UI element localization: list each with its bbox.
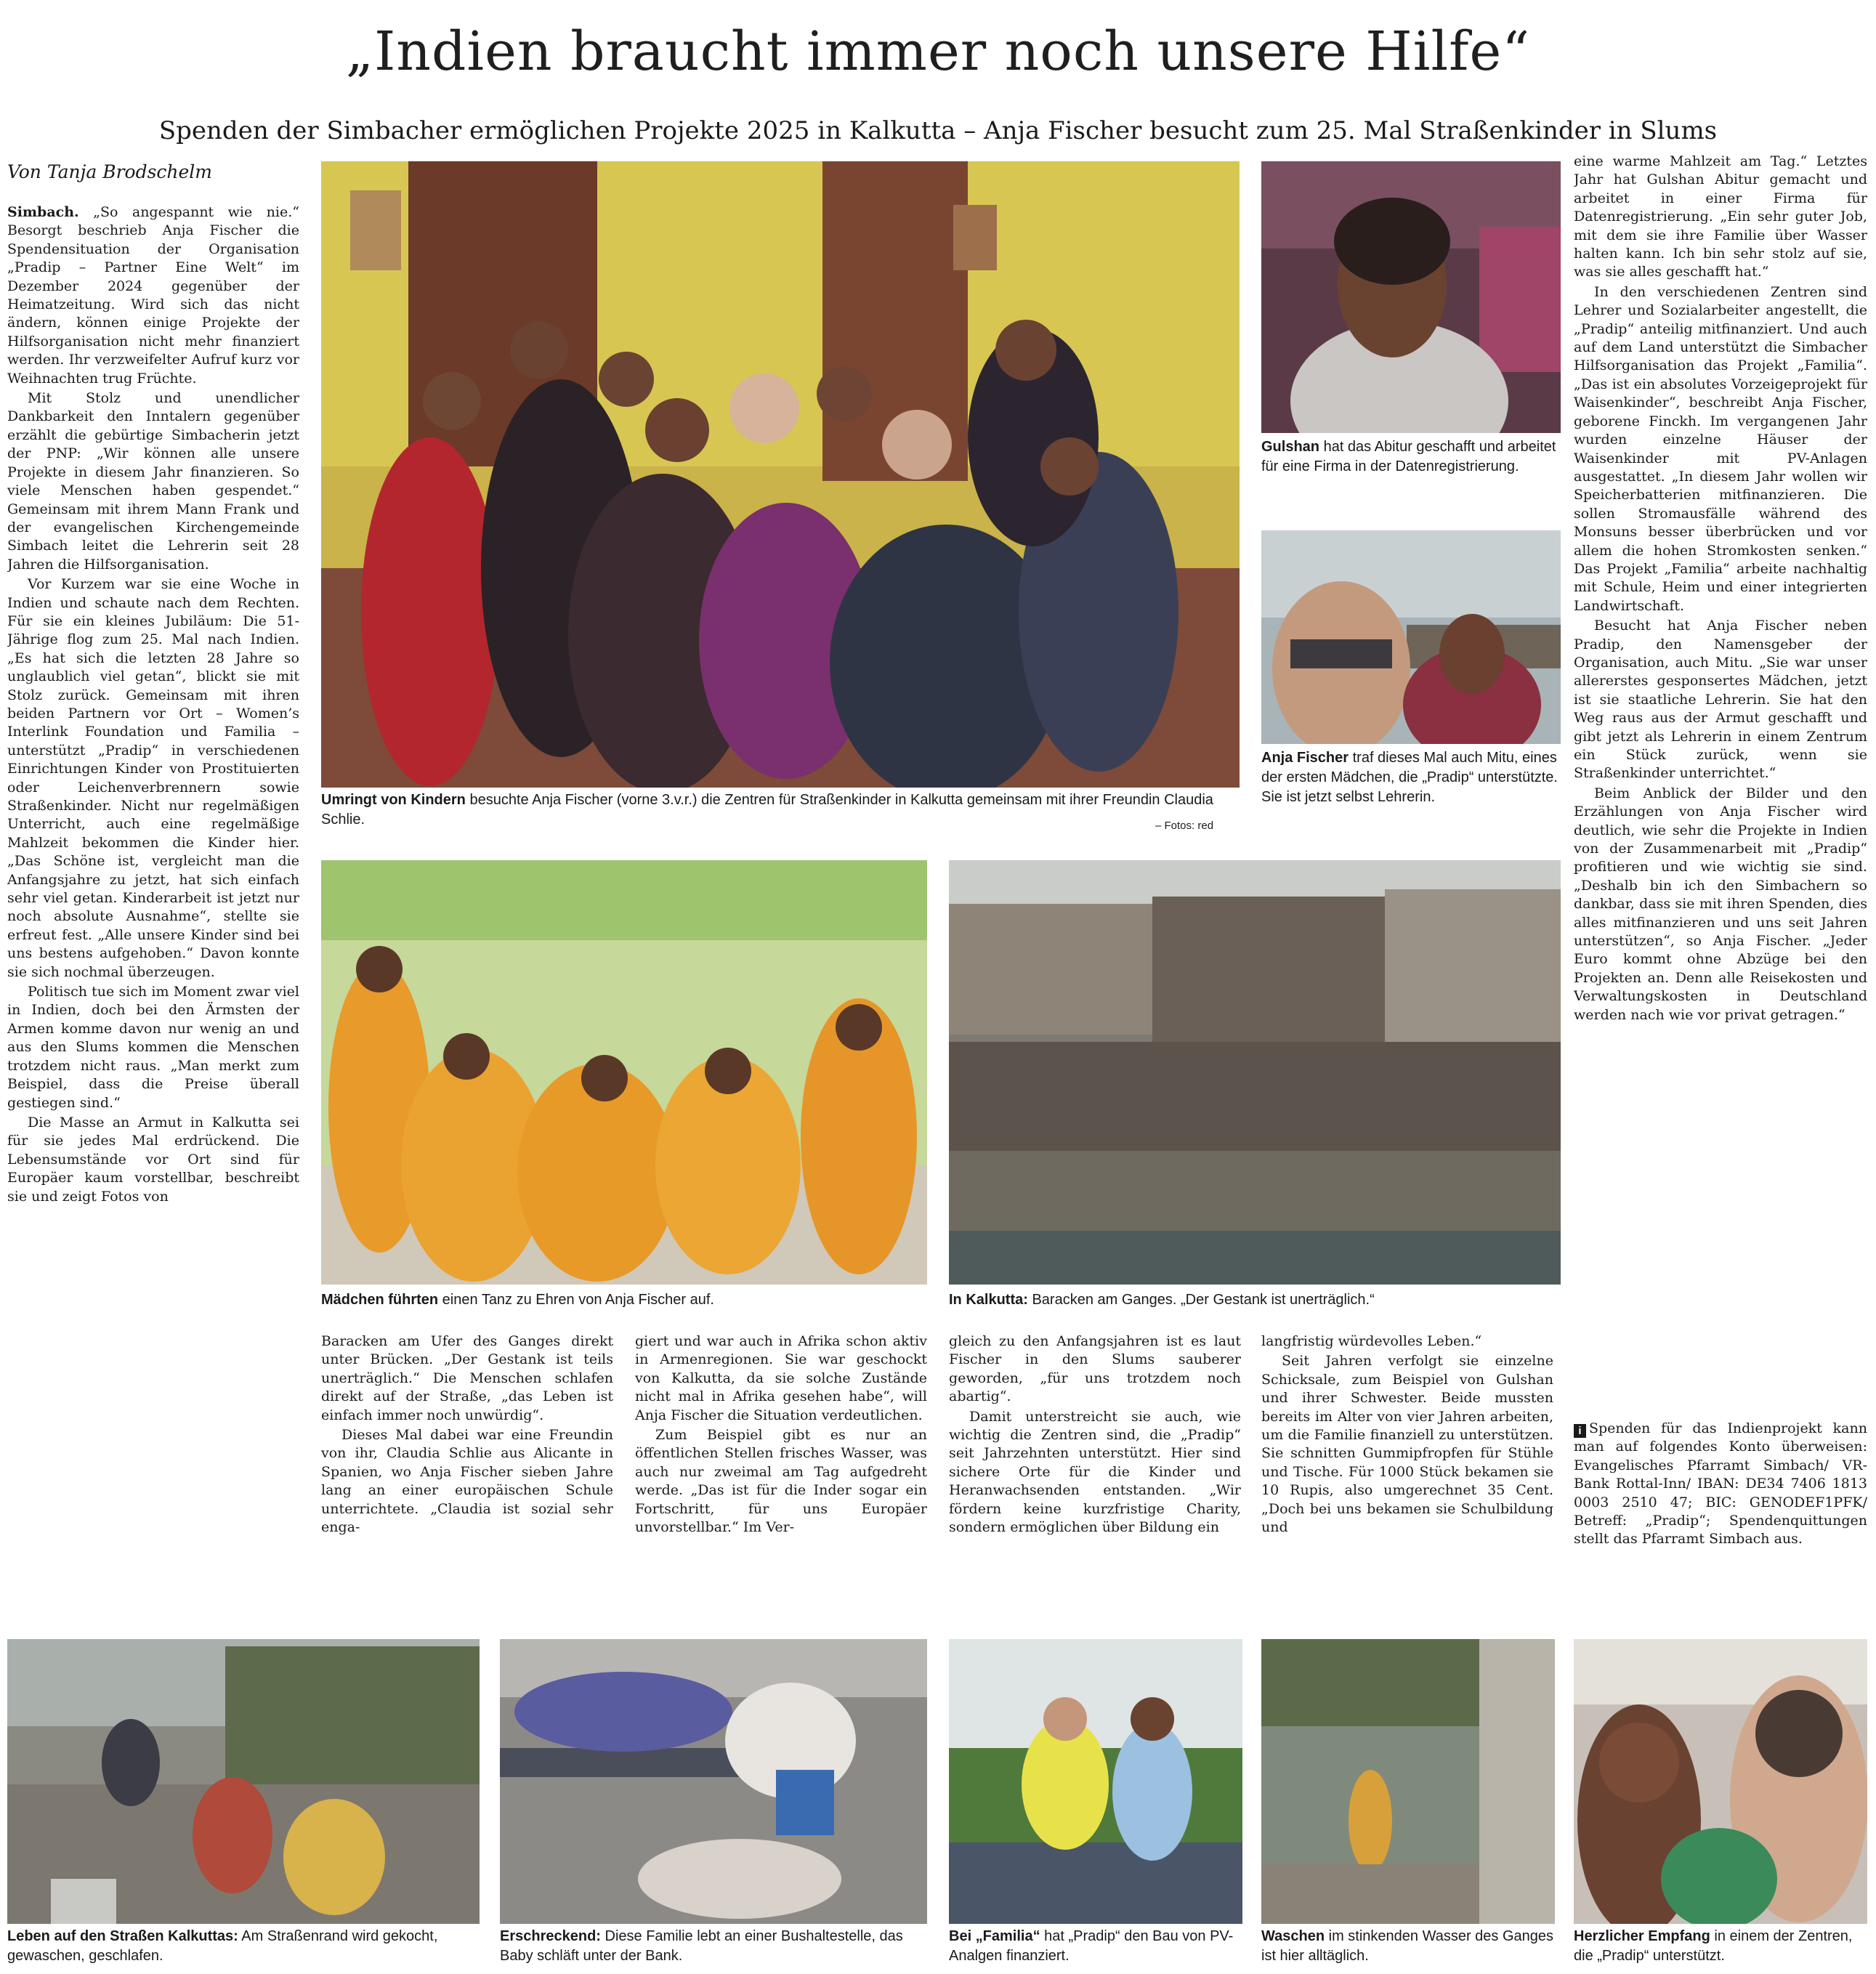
info-text: Spenden für das Indienprojekt kann man auf folgendes Konto überweisen: Evangelisches Pfarramt Simbach/ VR-Bank Rottal-Inn/ IBAN: DE34 7406 1813 0003 2510 47; BIC: GENODEF1PFK/ Betreff: „Pradip“; Spendenquittungen stellt das Pfarramt Simbach aus. (1574, 1420, 1867, 1548)
caption-lead: Waschen (1261, 1928, 1325, 1944)
caption-familia (949, 1927, 1242, 1970)
caption-lead: Bei „Familia“ (949, 1928, 1040, 1944)
photo-street (7, 1639, 480, 1924)
info-icon: i (1574, 1424, 1586, 1438)
paragraph: Damit unterstreicht sie auch, wie wichtig die Zentren sind, die „Pradip“ seit Jahrzehnten unterstützt. Hier sind sichere Orte für die Kinder und Heranwachsenden entstanden. „Wir fördern keine kurzfristige Charity, sondern ermöglichen über Bildung ein (949, 1408, 1241, 1536)
paragraph: Baracken am Ufer des Ganges direkt unter Brücken. „Der Gestank ist teils unerträglich.“ Die Menschen schlafen direkt auf der Straße, „das Leben ist einfach immer noch unwürdig“. (321, 1333, 613, 1423)
photo-familia (949, 1639, 1242, 1924)
caption-lead: Umringt von Kindern (321, 792, 466, 808)
photo-dance (321, 860, 927, 1285)
photo-washing (1261, 1639, 1555, 1924)
paragraph: eine warme Mahlzeit am Tag.“ Letztes Jahr hat Gulshan Abitur gemacht und arbeitet in einer Firma für Datenregistrierung. „Ein sehr guter Job, mit dem sie ihre Familie über Wasser halten kann. Ich bin sehr stolz auf sie, was sie alles geschafft hat.“ (1574, 153, 1867, 280)
caption-text: Diese Familie lebt an einer Bushaltestelle, das Baby schläft unter der Bank. (500, 1928, 903, 1964)
caption-text: hat „Pradip“ den Bau von PV-Analgen finanziert. (949, 1928, 1234, 1964)
paragraph: Seit Jahren verfolgt sie einzelne Schicksale, zum Beispiel von Gulshan und ihrer Schwester. Beide mussten bereits im Alter von vier Jahren arbeiten, um die Familie finanziell zu unterstützen. Sie schnitten Gummipfropfen für Stühle und Tische. Für 1000 Stück bekamen sie 10 Rupis, also umgerechnet 35 Cent. „Doch bei uns bekamen sie Schulbildung und (1261, 1353, 1553, 1536)
paragraph: Vor Kurzem war sie eine Woche in Indien und schaute nach dem Rechten. Für sie ein kleines Jubiläum: Die 51-Jährige flog zum 25. Mal nach Indien. „Es hat sich die letzten 28 Jahre so unglaublich viel getan“, blickt sie mit Stolz zurück. Gemeinsam mit ihren beiden Partnern vor Ort – Women’s Interlink Foundation und Familia – unterstützt „Pradip“ in verschiedenen Einrichtungen Kinder von Prostituierten oder Leichenverbrennern sowie Straßenkinder. Nicht nur regelmäßigen Unterricht, auch eine regelmäßige Mahlzeit bekommen die Kinder hier. „Das Schöne ist, vergleicht man die Anfangsjahre zu jetzt, hat sich einfach sehr viel getan. Kinderarbeit ist jetzt nur noch absolute Ausnahme“, stellte sie erfreut fest. „Alle unsere Kinder sind bei uns bestens aufgehoben.“ Davon konnte sie sich nochmal überzeugen. (7, 576, 299, 980)
caption-text: Baracken am Ganges. „Der Gestank ist unerträglich.“ (1027, 1292, 1375, 1308)
caption-text: in einem der Zentren, die „Pradip“ unterstützt. (1574, 1928, 1853, 1964)
caption-text: hat das Abitur geschafft und arbeitet für eine Firma in der Datenregistrierung. (1261, 439, 1556, 474)
caption-slum (949, 1290, 1561, 1312)
caption-mitu (1261, 748, 1561, 830)
paragraph: Besucht hat Anja Fischer neben Pradip, den Namensgeber der Organisation, auch Mitu. „Sie war unser allererstes gesponsertes Mädchen, jetzt ist sie staatliche Lehrerin. Sie hat den Weg raus aus der Armut geschafft und gibt jetzt als Lehrerin in einem Zentrum ein Stück zurück, wenn sie Straßenkinder unterrichtet.“ (1574, 618, 1867, 782)
paragraph: gleich zu den Anfangsjahren ist es laut Fischer in den Slums sauberer geworden, „für uns trotzdem noch abartig“. (949, 1333, 1241, 1405)
caption-text: im stinkenden Wasser des Ganges ist hier alltäglich. (1261, 1928, 1554, 1964)
text-column-5 (1261, 1332, 1553, 1616)
paragraph: Politisch tue sich im Moment zwar viel in Indien, doch bei den Ärmsten der Armen komme davon nur wenig an und aus den Slums kommen die Menschen trotzdem nicht raus. „Man merkt zum Beispiel, dass die Preise überall gestiegen sind.“ (7, 984, 299, 1111)
caption-lead: In Kalkutta: (949, 1292, 1028, 1308)
paragraph: Mit Stolz und unendlicher Dankbarkeit den Inntalern gegenüber erzählt die gebürtige Simbacherin jetzt der PNP: „Wir können alle unsere Projekte in diesem Jahr finanzieren. So viele Menschen haben gespendet.“ Gemeinsam mit ihrem Mann Frank und der evangelischen Kirchengemeinde Simbach leitet die Lehrerin seit 28 Jahren die Hilfsorganisation. (7, 390, 299, 573)
caption-dance (321, 1290, 927, 1312)
photo-mitu (1261, 530, 1561, 744)
text-column-2 (321, 1332, 613, 1616)
text-column-6 (1574, 153, 1867, 1392)
caption-welcome (1574, 1927, 1867, 1970)
headline: „Indien braucht immer noch unsere Hilfe“ (345, 20, 1531, 83)
paragraph: Dieses Mal dabei war eine Freundin von ihr, Claudia Schlie aus Alicante in Spanien, wo Anja Fischer sieben Jahre lang an einer europäischen Schule unterrichtete. „Claudia ist sozial sehr enga- (321, 1427, 613, 1536)
paragraph (1574, 1420, 1867, 1549)
donation-info-box (1574, 1420, 1867, 1616)
caption-lead: Anja Fischer (1261, 750, 1349, 766)
caption-text: Am Straßenrand wird gekocht, gewaschen, geschlafen. (7, 1928, 438, 1964)
paragraph: giert und war auch in Afrika schon aktiv in Armenregionen. Sie war geschockt von Kalkutta, da sie solche Zustände nicht mal in Afrika gesehen habe“, will Anja Fischer die Situation verdeutlichen. (635, 1333, 927, 1423)
paragraph: Die Masse an Armut in Kalkutta sei für sie jedes Mal erdrückend. Die Lebensumstände vor Ort sind für Europäer kaum vorstellbar, beschreibt sie und zeigt Fotos von (7, 1114, 299, 1205)
caption-lead: Gulshan (1261, 439, 1320, 455)
caption-bus-stop (500, 1927, 927, 1970)
paragraph: Beim Anblick der Bilder und den Erzählungen von Anja Fischer wird deutlich, wie sehr die Projekte in Indien von der Zusammenarbeit mit „Pradip“ profitieren und wie wichtig sie sind. „Deshalb bin ich den Simbachern so dankbar, dass sie mit ihren Spenden, dies alles mitfinanzieren und uns seit Jahren unterstützen“, so Anja Fischer. „Jeder Euro kommt ohne Abzüge bei den Projekten an. Denn alle Reisekosten und Verwaltungskosten in Deutschland werden nach wie vor privat getragen.“ (1574, 785, 1867, 1023)
caption-children-group (321, 790, 1240, 834)
caption-text: einen Tanz zu Ehren von Anja Fischer auf. (438, 1292, 714, 1308)
photo-welcome (1574, 1639, 1867, 1924)
paragraph: langfristig würdevolles Leben.“ (1261, 1333, 1482, 1349)
photo-slum (949, 860, 1561, 1285)
byline: Von Tanja Brodschelm (7, 161, 213, 182)
dateline: Simbach. (7, 204, 79, 220)
photo-gulshan (1261, 161, 1561, 433)
text-column-1 (7, 203, 299, 1613)
text-column-4 (949, 1332, 1241, 1616)
text-column-3 (635, 1332, 927, 1616)
paragraph (7, 203, 299, 388)
caption-lead: Erschreckend: (500, 1928, 601, 1944)
caption-lead: Mädchen führten (321, 1292, 439, 1308)
caption-text: besuchte Anja Fischer (vorne 3.v.r.) die Zentren für Straßenkinder in Kalkutta gemeinsam mit ihrer Freundin Claudia Schlie. (321, 792, 1213, 828)
photo-credit: – Fotos: red (1155, 820, 1214, 832)
paragraph: In den verschiedenen Zentren sind Lehrer und Sozialarbeiter angestellt, die „Pradip“ anteilig mitfinanziert. Und auch auf dem Land unterstützt die Simbacher Hilfsorganisation das Projekt „Familia“. „Das ist ein absolutes Vorzeigeprojekt für Waisenkinder“, beschreibt Anja Fischer, geborene Finckh. Im vergangenen Jahr wurden einzelne Häuser der Waisenkinder mit PV-Anlagen ausgestattet. „In diesem Jahr wollen wir Speicherbatterien mitfinanzieren. Die sollen Stromausfälle während des Monsuns besser überbrücken und vor allem die hohen Stromkosten senken.“ Das Projekt „Familia“ arbeite nachhaltig mit Schule, Heim und einer integrierten Landwirtschaft. (1574, 283, 1867, 614)
paragraph-text: „So angespannt wie nie.“ Besorgt beschrieb Anja Fischer die Spendensituation der Organisation „Pradip – Partner Eine Welt“ im Dezember 2024 gegenüber der Heimatzeitung. Wird sich das nicht ändern, können einige Projekte der Hilfsorganisation nicht mehr finanziert werden. Ihr verzweifelter Aufruf kurz vor Weihnachten trug Früchte. (7, 204, 299, 387)
caption-text: traf dieses Mal auch Mitu, eines der ersten Mädchen, die „Pradip“ unterstützte. Sie ist jetzt selbst Lehrerin. (1261, 750, 1558, 805)
photo-bus-stop (500, 1639, 927, 1924)
photo-children-group (321, 161, 1240, 788)
caption-lead: Leben auf den Straßen Kalkuttas: (7, 1928, 238, 1944)
caption-street (7, 1927, 480, 1970)
caption-lead: Herzlicher Empfang (1574, 1928, 1710, 1944)
paragraph: Zum Beispiel gibt es nur an öffentlichen Stellen frisches Wasser, was auch nur zweimal am Tag aufgedreht werde. „Das ist für die Inder sogar ein Fortschritt, für uns Europäer unvorstellbar.“ Im Ver- (635, 1427, 927, 1536)
caption-washing (1261, 1927, 1555, 1970)
subheadline: Spenden der Simbacher ermöglichen Projekte 2025 in Kalkutta – Anja Fischer besucht zum 25. Mal Straßenkinder in Slums (158, 116, 1718, 145)
caption-gulshan (1261, 437, 1561, 498)
